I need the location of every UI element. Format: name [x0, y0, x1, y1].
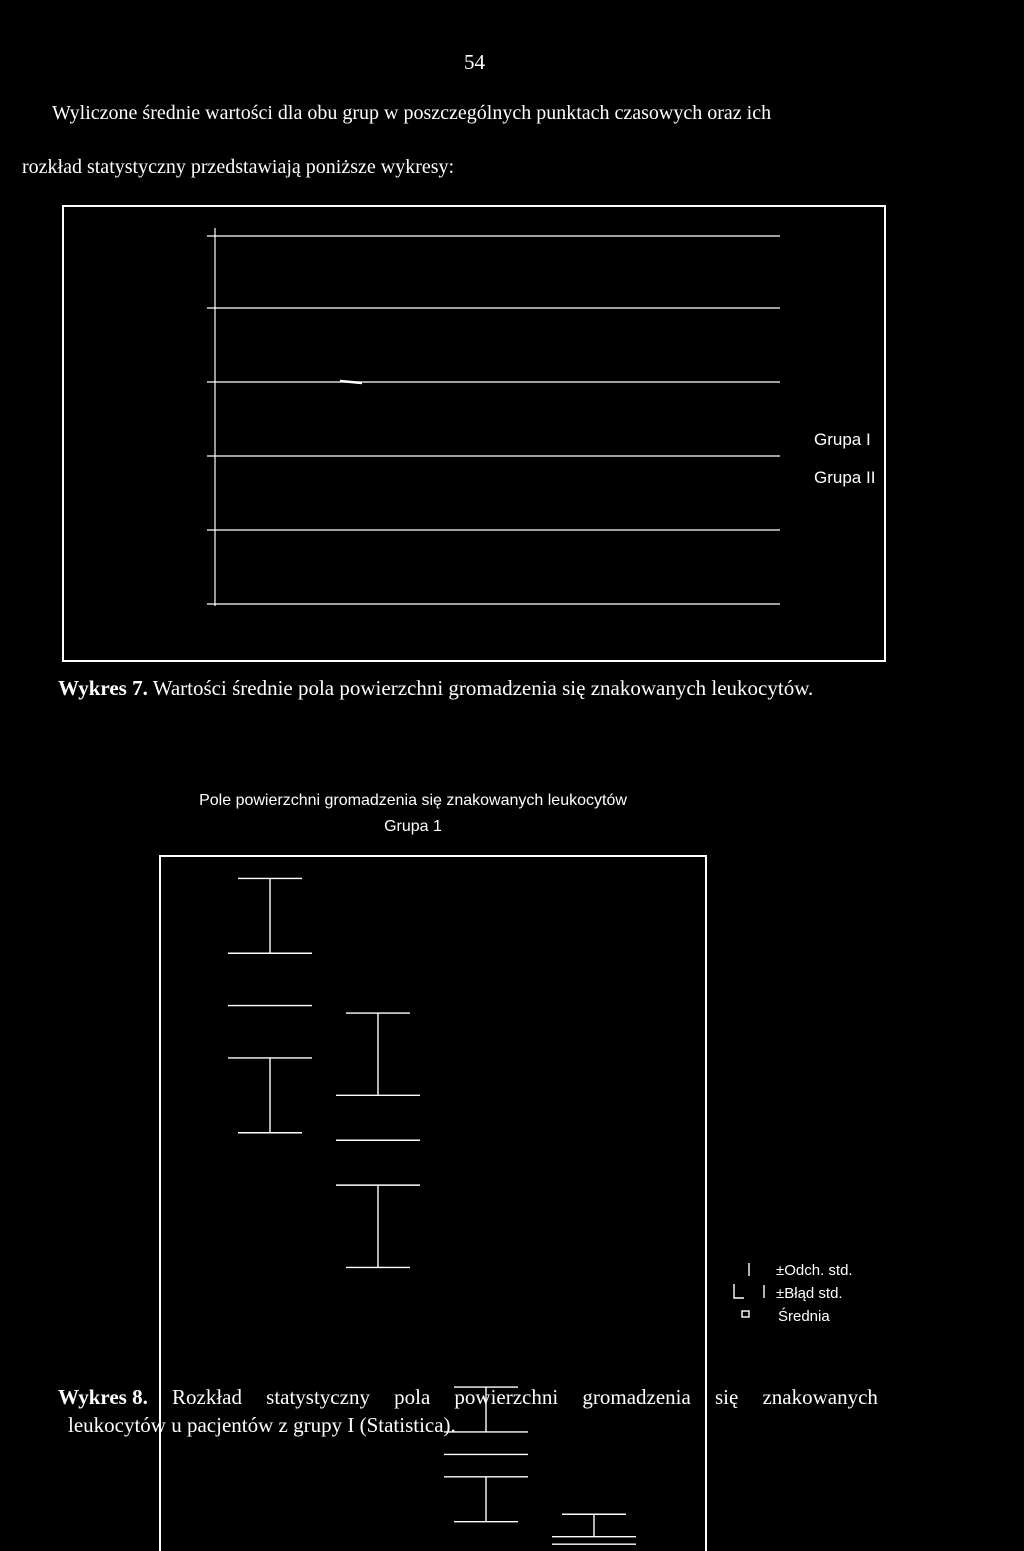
figure7-caption-label: Wykres 7. [58, 676, 148, 700]
figure8-caption-word: się [714, 1385, 739, 1409]
intro-line-2: rozkład statystyczny przedstawiają poniższe wykresy: [22, 156, 455, 178]
legend-mean-label: Średnia [778, 1308, 830, 1325]
figure8-subtitle: Grupa 1 [384, 818, 442, 835]
figure8-caption-label: Wykres 8. [58, 1385, 148, 1409]
figure8-caption-word: gromadzenia [582, 1385, 691, 1409]
legend-mean-symbol [742, 1311, 749, 1317]
page-number: 54 [464, 50, 485, 74]
legend-se-label: ±Błąd std. [776, 1285, 843, 1302]
figure8-caption-word: statystyczny [266, 1385, 370, 1409]
figure8-caption-line1 [58, 1385, 878, 1410]
figure8-caption-word: znakowanych [762, 1385, 878, 1409]
figure8-caption-line2: leukocytów u pacjentów z grupy I (Statistica). [68, 1413, 456, 1437]
figure7-caption-text: Wartości średnie pola powierzchni gromadzenia się znakowanych leukocytów. [152, 676, 814, 700]
legend-sd-label: ±Odch. std. [776, 1262, 853, 1279]
legend-se-symbol-bracket [734, 1284, 744, 1298]
figure8-caption-word: pola [394, 1385, 431, 1409]
figure7-legend-grupa-1: Grupa I [814, 430, 871, 449]
intro-line-1: Wyliczone średnie wartości dla obu grup w poszczególnych punktach czasowych oraz ich [52, 102, 772, 124]
figure8-caption-word: Rozkład [172, 1385, 242, 1409]
figure8-title: Pole powierzchni gromadzenia się znakowanych leukocytów [199, 792, 627, 809]
figure8-caption-word: powierzchni [454, 1385, 559, 1409]
figure8-frame [160, 856, 706, 1551]
figure7-legend-grupa-2: Grupa II [814, 468, 876, 487]
